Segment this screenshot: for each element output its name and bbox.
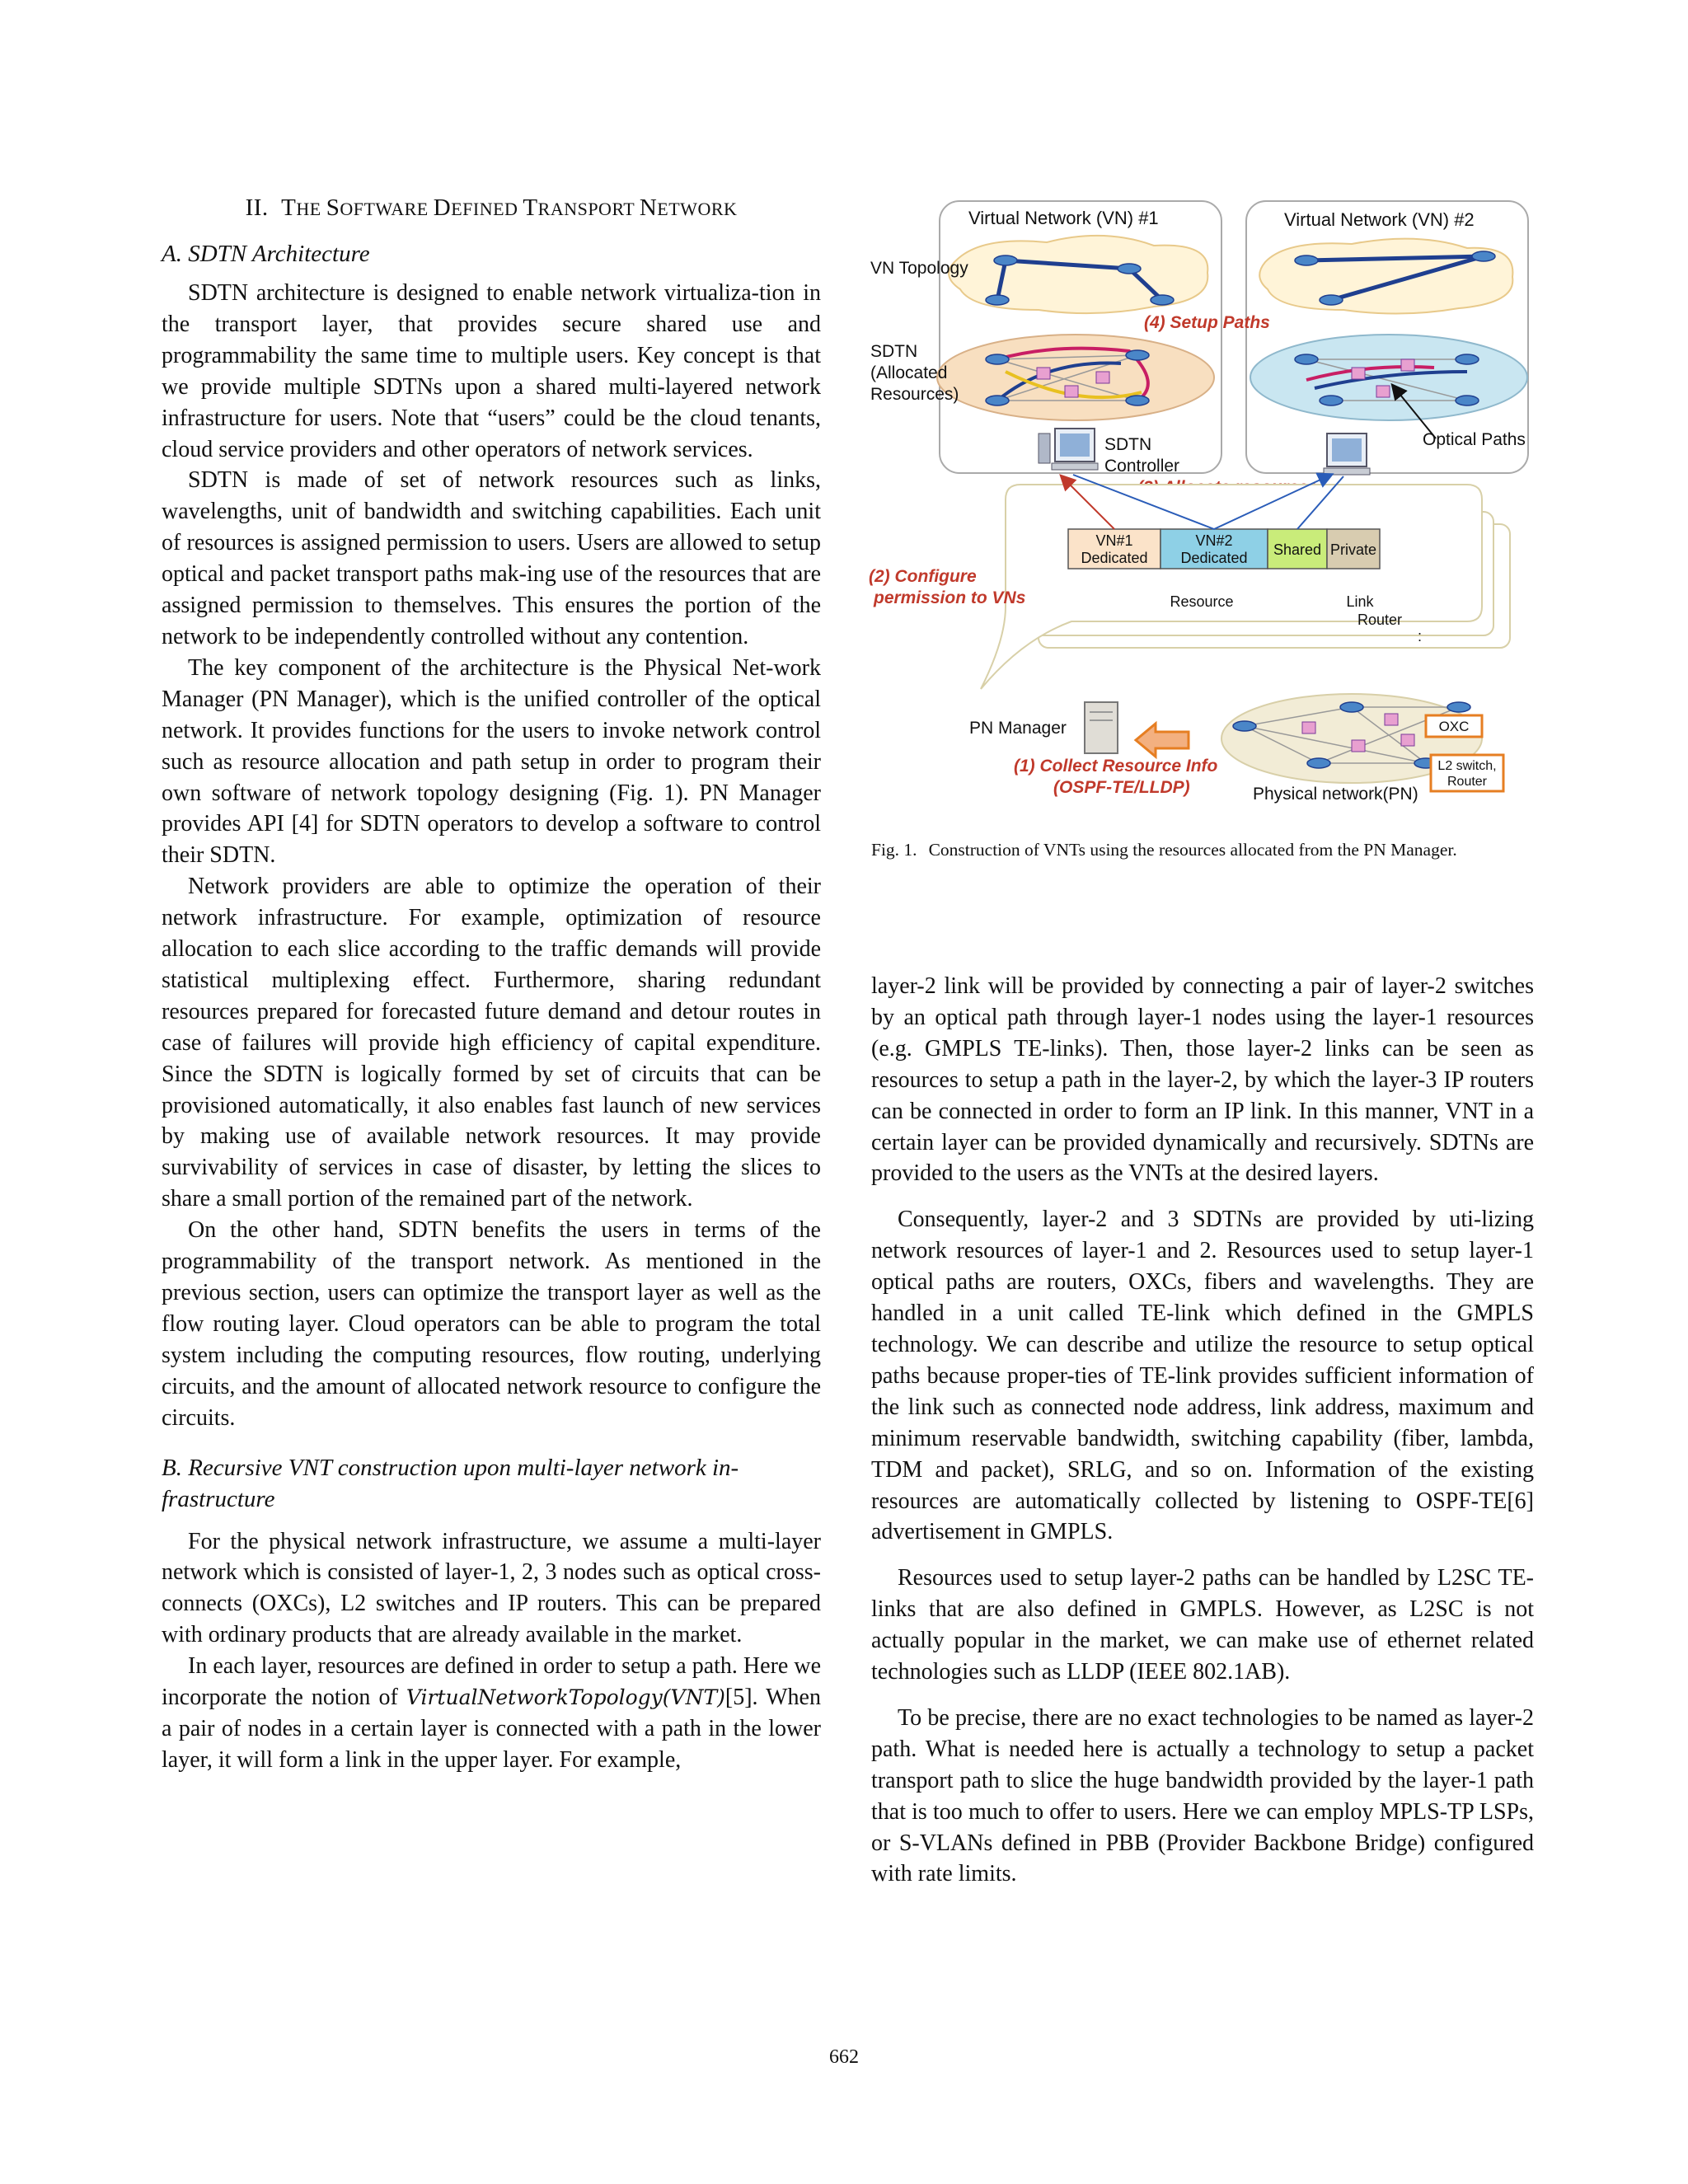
figure-diagram — [857, 194, 1550, 826]
collect-resource-label: (OSPF-TE/LLDP) — [1053, 778, 1190, 797]
pn-manager-label: PN Manager — [969, 719, 1067, 738]
paragraph: Network providers are able to optimize the operation of their network infrastructure. For example, optimization of resource allocation to each slice according to the traffic demands will provide statistical multiplexing effect. Furthermore, sharing redundant resources prepared for forecasted future demand and detour routes in case of failures will provide high efficiency of capital expenditure. Since the SDTN is logically formed by set of circuits that can be provisioned automatically, it also enables fast launch of new services by making use of available network resources. It may provide survivability of services in case of disaster, by letting the slices to share a small portion of the remained part of the network. — [162, 874, 821, 1212]
configure-label: permission to VNs — [874, 588, 1026, 607]
more-indicator: : — [1418, 628, 1423, 644]
caption-text: Construction of VNTs using the resources allocated from the PN Manager. — [928, 840, 1457, 860]
figure-1 — [857, 194, 1550, 826]
subsection-a-heading: A. SDTN Architecture — [162, 241, 370, 267]
title-smallcaps: HE — [296, 199, 326, 219]
table-text: Shared — [1273, 541, 1322, 558]
page-number: 662 — [829, 2046, 859, 2068]
collect-resource-arrow — [1136, 724, 1189, 757]
sdtn-label: SDTN — [870, 342, 918, 361]
l2switch-callout-label: Router — [1447, 775, 1488, 789]
title-letter: N — [639, 194, 658, 221]
vn-topology-label: VN Topology — [870, 259, 968, 278]
caption-label: Fig. 1. — [871, 840, 917, 860]
table-text: Dedicated — [1180, 550, 1248, 566]
paragraph-text: In each layer, resources are defined in order to setup a path. Here we incorporate the notion of — [162, 1653, 821, 1711]
paragraph: Resources used to setup layer-2 paths can be handled by L2SC TE-links that are also defined in GMPLS. However, as L2SC is not actually popular in the market, we can make use of ethernet related technologies such as LLDP (IEEE 802.1AB). — [871, 1565, 1534, 1685]
title-letter: D — [433, 194, 452, 221]
paragraph: The key component of the architecture is the Physical Net-work Manager (PN Manager), which is the unified controller of the optical network. It provides functions for the users to invoke network control such as resource allocation and path setup in order to program their own software of network topology designing (Fig. 1). PN Manager provides API [4] for SDTN operators to develop a software to control their SDTN. — [162, 654, 821, 869]
resource-label: Resource — [1170, 593, 1234, 610]
collect-resource-label: (1) Collect Resource Info — [1014, 757, 1218, 776]
sdtn-label: Resources) — [870, 385, 959, 404]
paragraph: On the other hand, SDTN benefits the users in terms of the programmability of the transport network. As mentioned in the previous section, users can optimize the transport layer as well as the flow routing layer. Cloud operators can be able to program the total system including the computing resources, flow routing, underlying circuits, and the amount of allocated network resource to configure the circuits. — [162, 1217, 821, 1431]
title-smallcaps: RANSPORT — [537, 199, 640, 219]
title-smallcaps: OFTWARE — [340, 199, 434, 219]
table-text: Dedicated — [1081, 550, 1148, 566]
paragraph: layer-2 link will be provided by connecting a pair of layer-2 switches by an optical path through layer-1 nodes using the layer-1 resources (e.g. GMPLS TE-links). Then, those layer-2 links can be seen as resources to setup a path in the layer-2, by which the layer-3 IP routers can be connected in order to form an IP link. In this manner, VNT in a certain layer can be provided dynamically and recursively. SDTNs are provided to the users as the VNTs at the desired layers. — [871, 973, 1534, 1187]
right-column — [871, 971, 1534, 1905]
title-letter: T — [523, 194, 538, 221]
controller-label: Controller — [1104, 457, 1180, 476]
l2switch-callout-label: L2 switch, — [1437, 759, 1497, 773]
title-smallcaps: ETWORK — [657, 199, 738, 219]
table-text: VN#2 — [1195, 532, 1233, 549]
resource-frame-front — [981, 485, 1482, 689]
vn2-title: Virtual Network (VN) #2 — [1284, 209, 1475, 230]
math-expression: VirtualNetworkTopology(VNT) — [406, 1685, 725, 1710]
oxc-callout-label: OXC — [1438, 719, 1470, 734]
paragraph-text: [5]. When a pair of nodes in a certain layer is connected with a path in the lower layer, it will form a link in the upper layer. For example, — [162, 1685, 821, 1773]
section-numeral: II. — [245, 194, 269, 221]
optical-paths-label: Optical Paths — [1423, 430, 1526, 449]
title-letter: T — [281, 194, 297, 221]
title-letter: S — [326, 194, 340, 221]
table-text: VN#1 — [1095, 532, 1133, 549]
sdtn-label: (Allocated — [870, 363, 948, 382]
controller-label: SDTN — [1104, 435, 1152, 454]
vn1-title: Virtual Network (VN) #1 — [968, 208, 1159, 228]
paragraph: Consequently, layer-2 and 3 SDTNs are provided by uti-lizing network resources of layer-1 and 2. Resources used to setup layer-1 optical paths are routers, OXCs, fibers and wavelengths. They are handled in a unit called TE-link which defined in the GMPLS technology. We can describe and utilize the resource to setup optical paths because proper-ties of TE-link provides sufficient information of the link such as connected node address, link address, maximum and minimum reservable bandwidth, switching capability (fiber, lambda, TDM and packet), SRLG, and so on. Information of the existing resources are automatically collected by listening to OSPF-TE[6] advertisement in GMPLS. — [871, 1207, 1534, 1545]
vn2-sdtn-ellipse — [1250, 335, 1527, 420]
setup-paths-label: (4) Setup Paths — [1144, 313, 1270, 332]
vn2-controller-icon — [1324, 434, 1370, 475]
paragraph: SDTN architecture is designed to enable network virtualiza-tion in the transport layer, that provides secure shared use and programmability the same time to multiple users. Key concept is that we provide multiple SDTNs upon a shared multi-layered network infrastructure for users. Note that “users” could be the cloud tenants, cloud service providers and other operators of network services. — [162, 280, 821, 462]
pn-manager-server-icon — [1085, 702, 1118, 753]
table-text: Private — [1329, 541, 1377, 558]
configure-label: (2) Configure — [869, 567, 977, 586]
physical-network-label: Physical network(PN) — [1253, 785, 1418, 804]
paragraph: To be precise, there are no exact technologies to be named as layer-2 path. What is needed here is actually a technology to setup a packet transport path to slice the huge bandwidth provided by the layer-1 path that is too much to offer to users. Here we can employ MPLS-TP LSPs, or S-VLANs defined in PBB (Provider Backbone Bridge) configured with rate limits. — [871, 1704, 1534, 1887]
title-smallcaps: EFINED — [451, 199, 523, 219]
router-label: Router — [1357, 612, 1403, 628]
paragraph: SDTN is made of set of network resources such as links, wavelengths, unit of bandwidth and switching capabilities. Each unit of resources is assigned permission to users. Users are allowed to setup optical and packet transport paths mak-ing use of the resources that are assigned permission to themselves. This ensures the portion of the network to be independently controlled without any contention. — [162, 467, 821, 649]
paragraph — [162, 1651, 821, 1776]
subsection-b-heading: B. Recursive VNT construction upon multi-layer network in-frastructure — [162, 1454, 739, 1512]
figure-caption — [871, 838, 1534, 861]
vn2-topology-cloud — [1259, 239, 1512, 314]
section-title — [162, 194, 821, 222]
link-label: Link — [1346, 593, 1374, 610]
paragraph: For the physical network infrastructure, we assume a multi-layer network which is consisted of layer-1, 2, 3 nodes such as optical cross-connects (OXCs), L2 switches and IP routers. This can be prepared with ordinary products that are already available in the market. — [162, 1528, 821, 1648]
left-column — [162, 194, 821, 1776]
sdtn-controller-icon — [1039, 429, 1098, 470]
